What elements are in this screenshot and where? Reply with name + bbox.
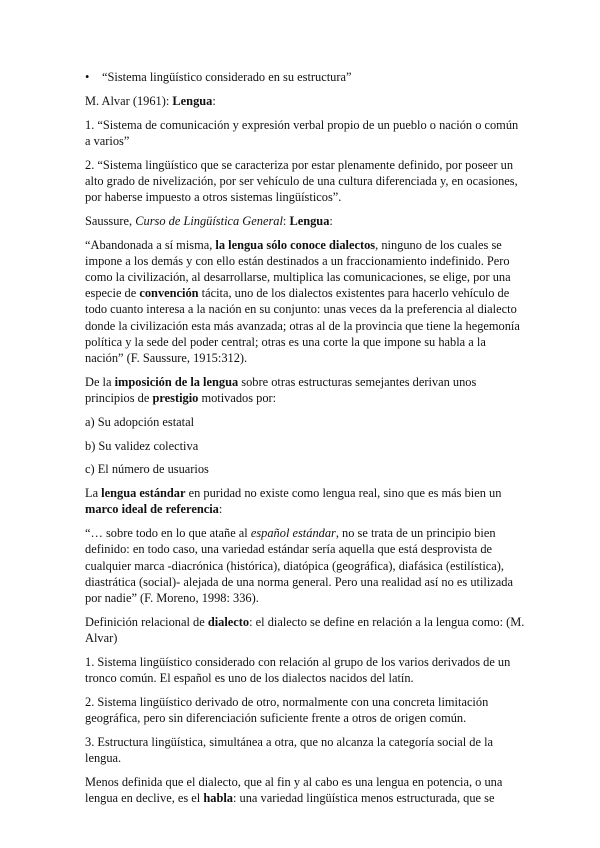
saussure-separator: : (282, 213, 290, 228)
quote-text: “Abandonada a sí misma, (85, 237, 216, 252)
quote-text: tácita, uno de los dialectos existentes para hacerlo vehículo de todo cuanto interesa a la nación en su conjunto: unas veces da la preferencia al dialecto donde la civilización esta más avanzada; otras al de la provincia que tiene la hegemonía política y la sede del poder central; otras es una corte la que impone su habla a la nación” (F. Saussure, 1915:312). (85, 286, 520, 366)
alvar-heading (85, 93, 525, 109)
lengua-estandar-paragraph (85, 485, 525, 517)
quote-emphasis: la lengua sólo conoce dialectos (215, 237, 376, 252)
quote-italic: español estándar (250, 526, 336, 541)
dialecto-item: 3. Estructura lingüística, simultánea a otra, que no alcanza la categoría social de la lengua. (85, 734, 494, 766)
saussure-quote (85, 237, 525, 367)
bullet-text: “Sistema lingüístico considerado en su estructura” (102, 70, 352, 84)
dialecto-item: 2. Sistema lingüístico derivado de otro, normalmente con una concreta limitación geográfica, pero sin diferenciación suficiente frente a otros de origen común. (85, 694, 489, 726)
motivo-item: b) Su validez colectiva (85, 438, 199, 453)
dialecto-definition (85, 614, 525, 646)
saussure-author: Saussure, (85, 213, 136, 228)
paragraph-emphasis: habla (203, 791, 233, 806)
paragraph-text: Menos definida que el dialecto, que al fin y al cabo es una lengua en potencia, o una lengua en declive, es el (85, 774, 503, 806)
quote-text: , ninguno de los cuales se impone a los demás y con ello están destinados a un fraccionamiento indefinido. Pero como la civilización, al desarrollarse, multiplica las comunicaciones, se elige, por una especie de (85, 237, 511, 301)
moreno-quote (85, 525, 525, 606)
paragraph-text: en puridad no existe como lengua real, sino que es más bien un (185, 486, 502, 501)
paragraph-emphasis: dialecto (207, 614, 250, 629)
saussure-heading (85, 213, 525, 229)
alvar-author: M. Alvar (1961): (85, 93, 173, 108)
alvar-colon: : (212, 93, 216, 108)
quote-emphasis: convención (139, 286, 199, 301)
paragraph-emphasis: lengua estándar (101, 486, 186, 501)
habla-paragraph (85, 774, 525, 806)
paragraph-text: sobre otras estructuras semejantes derivan unos principios de (85, 374, 477, 406)
paragraph-text: Definición relacional de (85, 614, 208, 629)
paragraph-text: : (218, 502, 223, 517)
paragraph-text: : el dialecto se define en relación a la lengua como: (M. Alvar) (85, 614, 525, 646)
quote-text: , no se trata de un principio bien definido: en todo caso, una variedad estándar sería aquella que está desprovista de cualquier marca -diacrónica (histórica), diatópica (geográfica), diafásica (estilística), diastrática (social)- alejada de una norma general. Pero una realidad así no es utilizada por nadie” (F. Moreno, 1998: 336). (85, 526, 513, 606)
alvar-definition-1: 1. “Sistema de comunicación y expresión verbal propio de un pueblo o nación o común a varios” (85, 117, 519, 148)
dialecto-item: 1. Sistema lingüístico considerado con relación al grupo de los varios derivados de un tronco común. El español es uno de los dialectos nacidos del latín. (85, 654, 511, 686)
bullet-symbol: • (85, 70, 90, 84)
paragraph-text: motivados por: (198, 391, 277, 406)
motivo-item: a) Su adopción estatal (85, 414, 195, 429)
page-content (85, 69, 525, 814)
alvar-definition-2: 2. “Sistema lingüístico que se caracteriza por estar plenamente definido, por poseer un alto grado de nivelización, por ser vehículo de una cultura diferenciada y, en ocasiones, por haberse impuesto a otros sistemas lingüísticos”. (85, 157, 518, 204)
quote-text: “… sobre todo en lo que atañe al (85, 526, 251, 541)
paragraph-emphasis: imposición de la lengua (114, 374, 239, 389)
bullet-item (85, 69, 525, 85)
alvar-term: Lengua (172, 93, 213, 108)
motivo-item: c) El número de usuarios (85, 462, 209, 477)
imposicion-paragraph (85, 374, 525, 406)
saussure-term: Lengua (289, 213, 330, 228)
paragraph-emphasis: prestigio (152, 391, 199, 406)
paragraph-text: La (85, 486, 102, 501)
saussure-work-title: Curso de Lingüística General (135, 213, 283, 228)
saussure-colon: : (329, 213, 333, 228)
paragraph-emphasis: marco ideal de referencia (85, 502, 219, 517)
paragraph-text: : una variedad lingüística menos estructurada, que se (232, 791, 495, 806)
paragraph-text: De la (85, 374, 115, 389)
